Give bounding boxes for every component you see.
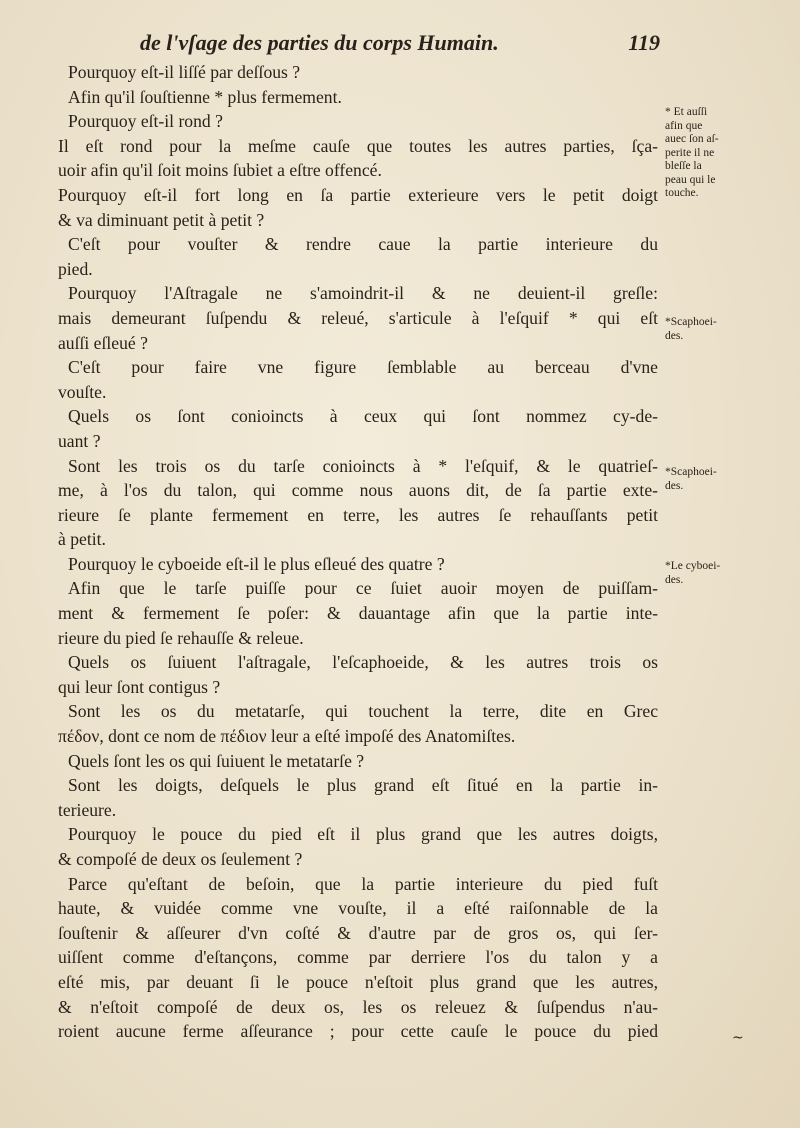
text-line: pied. <box>58 258 93 279</box>
text-line: mais demeurant ſuſpendu & releué, s'articule à l'eſquif * qui eſt <box>58 307 658 328</box>
text-line: Afin que le tarſe puiſſe pour ce ſuiet auoir moyen de puiſſam- <box>68 578 658 599</box>
margin-note-line: des. <box>665 479 684 492</box>
margin-note-line: auec ſon aſ- <box>665 133 719 145</box>
text-line: & n'eſtoit compoſé de deux os, les os releuez & ſuſpendus n'au- <box>58 996 658 1017</box>
text-line: Pourquoy eſt-il rond ? <box>68 111 223 132</box>
text-line: rieure ſe plante fermement en terre, les autres ſe rehauſſants petit <box>58 504 658 525</box>
text-line: Sont les os du metatarſe, qui touchent la terre, dite en Grec <box>68 701 658 722</box>
text-line: πέδον, dont ce nom de πέδιον leur a eſté impoſé des Anatomiſtes. <box>58 726 516 747</box>
text-line: uoir afin qu'il ſoit moins ſubiet a eſtre offencé. <box>58 160 382 181</box>
text-line: & compoſé de deux os ſeulement ? <box>58 849 303 869</box>
margin-note-line: des. <box>665 573 684 586</box>
margin-note-line: *Scaphoei- <box>665 316 717 328</box>
text-line: Parce qu'eſtant de beſoin, que la partie interieure du pied fuſt <box>68 873 658 894</box>
text-line: C'eſt pour faire vne figure ſemblable au berceau d'vne <box>68 357 658 378</box>
text-line: me, à l'os du talon, qui comme nous auons dit, de ſa partie exte- <box>58 480 658 501</box>
page-number: 119 <box>628 30 660 55</box>
text-line: ment & fermement ſe poſer: & dauantage afin que la partie inte- <box>58 603 658 624</box>
margin-note-line: *Scaphoei- <box>665 466 717 478</box>
text-line: Pourquoy le cyboeide eſt-il le plus eſleué des quatre ? <box>68 553 445 574</box>
text-line: Il eſt rond pour la meſme cauſe que toutes les autres parties, ſça- <box>58 135 658 156</box>
text-line: Pourquoy l'Aſtragale ne s'amoindrit-il & ne deuient-il greſle: <box>68 283 658 304</box>
text-line: auſſi eſleué ? <box>58 332 148 353</box>
text-line: Quels ſont les os qui ſuiuent le metatarſe ? <box>68 750 365 771</box>
body-text <box>58 60 658 1044</box>
text-line: & va diminuant petit à petit ? <box>58 209 265 230</box>
text-line: Sont les trois os du tarſe conioincts à * l'eſquif, & le quatrieſ- <box>68 455 658 476</box>
margin-note-line: touche. <box>665 187 699 199</box>
text-line: Pourquoy le pouce du pied eſt il plus grand que les autres doigts, <box>68 824 658 845</box>
text-line: haute, & vuidée comme vne vouſte, il a eſté raiſonnable de la <box>58 898 658 919</box>
text-line: qui leur ſont contigus ? <box>58 676 221 697</box>
running-header <box>140 30 660 64</box>
text-line: rieure du pied ſe rehauſſe & releue. <box>58 627 304 648</box>
margin-note-line: *Le cyboei- <box>665 560 721 572</box>
catchword-mark: ~ <box>732 1030 744 1046</box>
margin-note-line: peau qui le <box>665 173 716 186</box>
text-line: uant ? <box>58 430 101 451</box>
running-title: de l'vſage des parties du corps Humain. <box>140 30 499 55</box>
margin-note-line: bleſſe la <box>665 160 702 172</box>
margin-note-line: perite il ne <box>665 146 715 159</box>
margin-note-line: * Et auſſi <box>665 106 708 118</box>
text-line: Pourquoy eſt-il fort long en ſa partie exterieure vers le petit doigt <box>58 184 658 205</box>
margin-note <box>665 316 770 343</box>
margin-note-line: des. <box>665 329 684 342</box>
margin-note <box>665 466 770 493</box>
margin-note <box>665 560 770 587</box>
text-line: terieure. <box>58 799 117 820</box>
text-line: à petit. <box>58 529 106 550</box>
text-line: roient aucune ferme aſſeurance ; pour cette cauſe le pouce du pied <box>58 1021 658 1042</box>
text-line: Afin qu'il ſouſtienne * plus fermement. <box>68 86 342 107</box>
text-line: Quels os ſont conioincts à ceux qui ſont nommez cy-de- <box>68 406 658 427</box>
text-line: Sont les doigts, deſquels le plus grand eſt ſitué en la partie in- <box>68 775 658 796</box>
text-line: ſouſtenir & aſſeurer d'vn coſté & d'autre par de gros os, qui ſer- <box>58 922 658 943</box>
text-line: C'eſt pour vouſter & rendre caue la partie interieure du <box>68 234 658 255</box>
text-line: uiſſent comme d'eſtançons, comme par derriere l'os du talon y a <box>58 947 658 968</box>
margin-note <box>665 106 770 201</box>
text-line: vouſte. <box>58 381 107 402</box>
text-line: Pourquoy eſt-il liſſé par deſſous ? <box>68 62 301 82</box>
text-line: Quels os ſuiuent l'aſtragale, l'eſcaphoeide, & les autres trois os <box>68 652 658 673</box>
text-line: eſté mis, par deuant ſi le pouce n'eſtoit plus grand que les autres, <box>58 971 658 992</box>
margin-note-line: afin que <box>665 119 703 132</box>
